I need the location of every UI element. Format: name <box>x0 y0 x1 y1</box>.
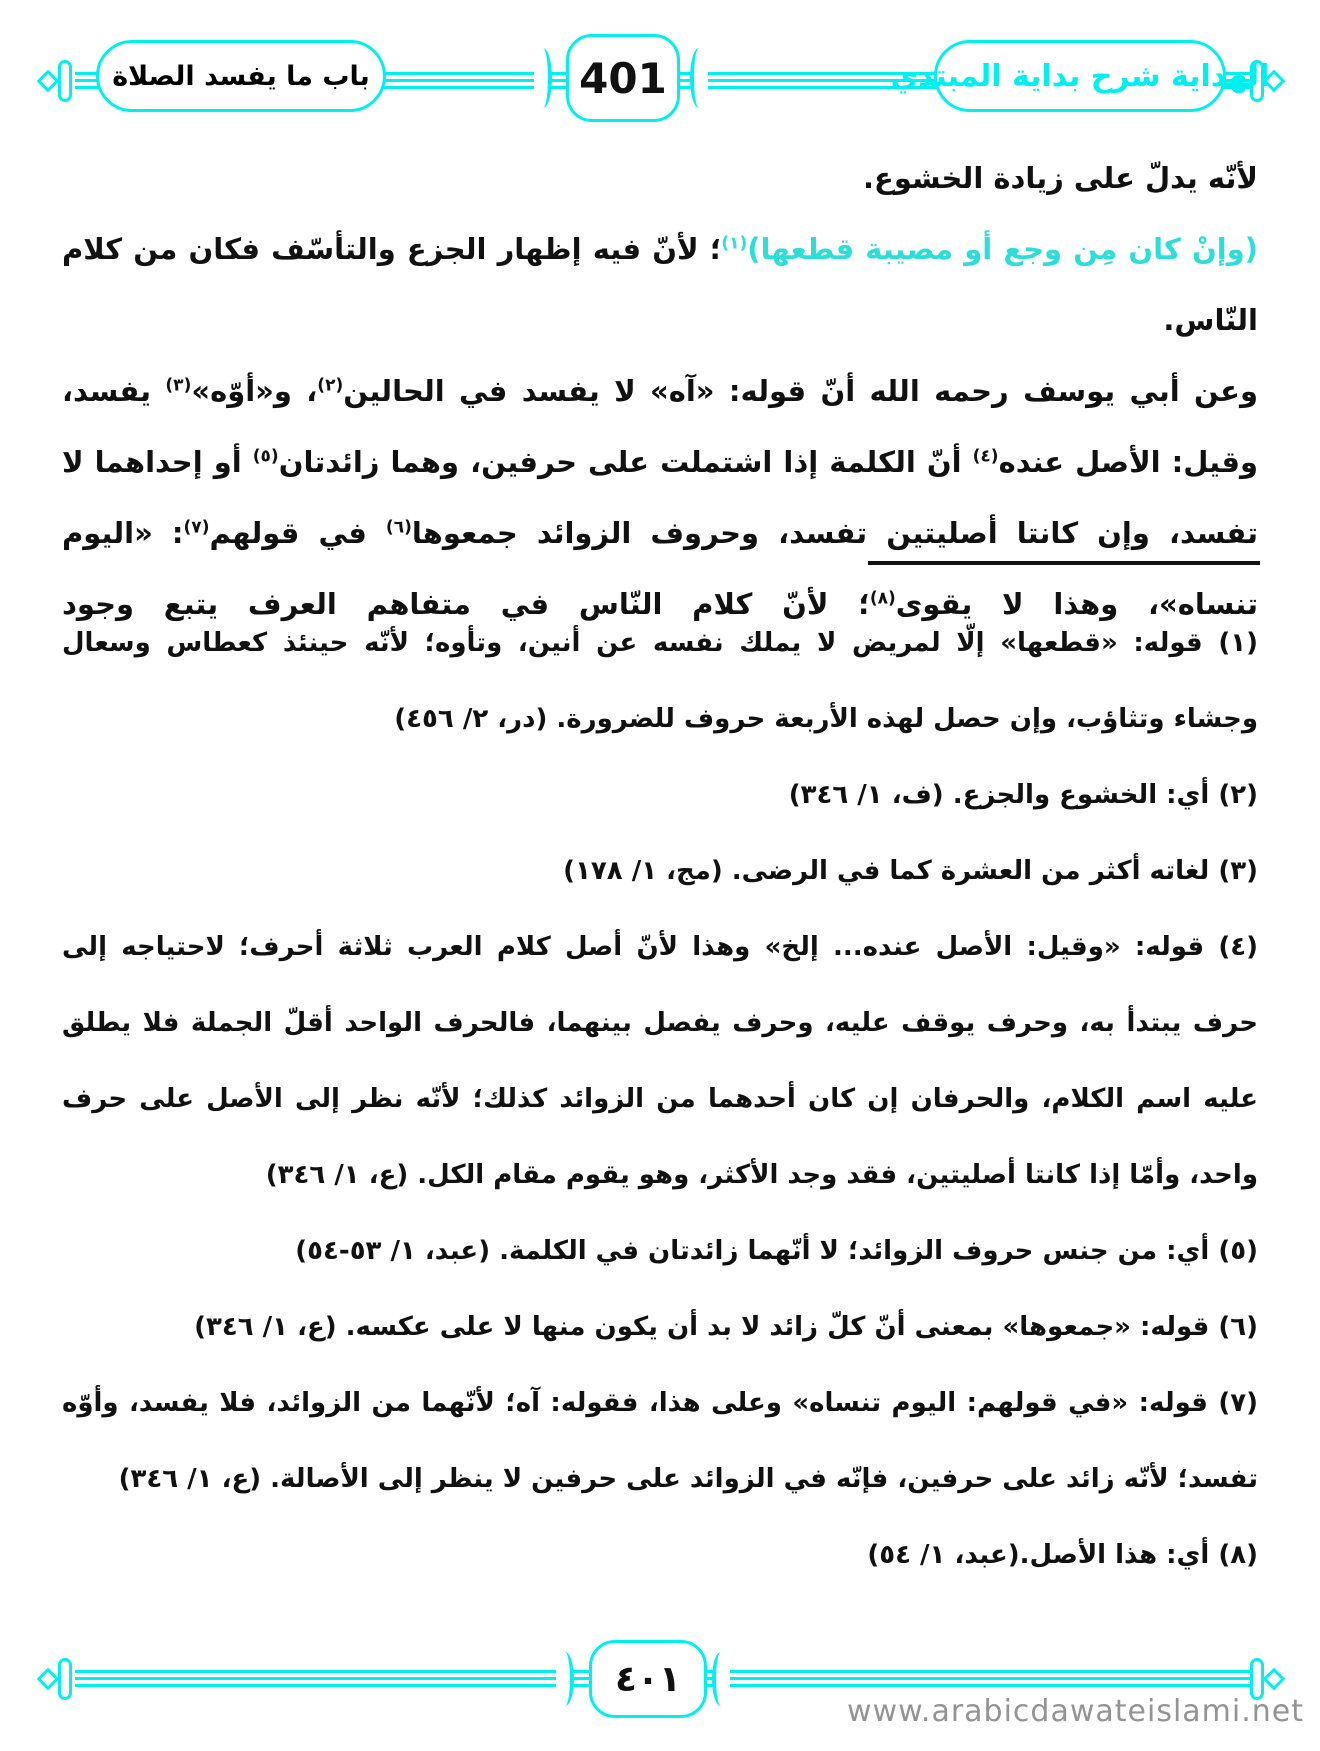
paragraph-commentary <box>62 356 1258 640</box>
footer-bracket-right-ornament <box>712 1652 730 1706</box>
book-title: الهداية شرح بداية المبتدي <box>890 58 1270 94</box>
footnote-ref-3: (٣) <box>165 375 192 396</box>
footnote-marker: (٤) <box>1204 932 1259 962</box>
text-run: وعن أبي يوسف رحمه الله أنّ قوله: «آه» لا يفسد في الحالين <box>343 374 1258 408</box>
footnote-4 <box>62 909 1258 1213</box>
watermark: www.arabicdawateislami.net <box>847 1694 1304 1729</box>
paragraph-matn <box>62 214 1258 356</box>
text-run: ، و«أوّه» <box>191 374 318 408</box>
footnote-marker: (٣) <box>1209 856 1258 886</box>
header-left-tip-ornament <box>37 70 60 93</box>
page-number: 401 <box>579 53 667 103</box>
text-run: ؛ لأنّ كلام النّاس في متفاهم العرف يتبع وجود <box>62 587 870 621</box>
footnote-marker: (٢) <box>1209 780 1258 810</box>
footnote-lead: قوله: «في قولهم: اليوم تنساه» <box>792 1388 1208 1418</box>
text-run: : «اليوم تنساه»، وهذا لا يقوى <box>62 516 1258 621</box>
footnote-7 <box>62 1365 1258 1517</box>
footer-left-endcap-ornament <box>58 1658 72 1700</box>
footnote-ref-6: (٦) <box>385 517 412 538</box>
footnote-separator <box>868 561 1260 565</box>
footnote-text: وهذا لأنّ أصل كلام العرب ثلاثة أحرف؛ لاحتياجه إلى حرف يبتدأ به، وحرف يوقف عليه، وحرف يفصل بينهما، فالحرف الواحد أقلّ الجملة فلا يطلق عليه اسم الكلام، والحرفان إن كان أحدهما من الزوائد كذلك؛ لأنّه نظر إلى الأصل على حرف واحد، وأمّا إذا كانتا أصليتين، فقد وجد الأكثر، وهو يقوم مقام الكل. (ع، ١/ ٣٤٦) <box>62 932 1258 1190</box>
header-left-endcap-ornament <box>58 60 72 102</box>
footnote-3 <box>62 833 1258 909</box>
page-number-badge <box>566 34 680 122</box>
footnote-8 <box>62 1517 1258 1593</box>
footnote-text: لغاته أكثر من العشرة كما في الرضى. (مج، ١/ ١٧٨) <box>563 856 1210 886</box>
text-run: أو إحداهما لا تفسد، وإن كانتا أصليتين تفسد، وحروف الزوائد جمعوها <box>62 445 1259 550</box>
footnote-marker: (٥) <box>1209 1236 1258 1266</box>
footnotes-section <box>62 605 1258 1593</box>
footnote-1 <box>62 605 1258 757</box>
footer-page-number: ٤٠١ <box>615 1658 681 1700</box>
footnote-2 <box>62 757 1258 833</box>
footer-page-number-badge <box>589 1640 707 1718</box>
text-run: في قولهم <box>209 516 386 550</box>
footnote-6 <box>62 1289 1258 1365</box>
footnote-lead: قوله: «وقيل: الأصل عنده... إلخ» <box>764 932 1205 962</box>
footnote-text: أي: هذا الأصل.(عبد، ١/ ٥٤) <box>867 1540 1210 1570</box>
footnote-5 <box>62 1213 1258 1289</box>
main-text <box>62 143 1258 640</box>
footnote-ref-1: (١) <box>721 233 748 254</box>
footnote-marker: (٧) <box>1207 1388 1259 1418</box>
footnote-marker: (٦) <box>1209 1312 1258 1342</box>
footnote-ref-5: (٥) <box>252 446 279 467</box>
footnote-text: وعلى هذا، فقوله: آه؛ لأنّهما من الزوائد، فلا يفسد، وأوّه تفسد؛ لأنّه زائد على حرفين، فإنّه في الزوائد على حرفين لا ينظر إلى الأصالة. (ع، ١/ ٣٤٦) <box>62 1388 1258 1494</box>
footnote-lead: قوله: «جمعوها» <box>1002 1312 1210 1342</box>
book-title-cartouche <box>890 40 1270 112</box>
footer-bracket-left-ornament <box>556 1652 574 1706</box>
page-number-bracket-right-ornament <box>690 48 708 108</box>
paragraph-continuation: لأنّه يدلّ على زيادة الخشوع. <box>863 161 1258 195</box>
footnote-text: أي: الخشوع والجزع. (ف، ١/ ٣٤٦) <box>788 780 1210 810</box>
footnote-lead: قوله: «قطعها» <box>1000 628 1203 658</box>
chapter-title-cartouche <box>96 40 386 112</box>
text-run: يفسد، وقيل: الأصل عنده <box>62 374 1258 479</box>
footnote-marker: (١) <box>1202 628 1258 658</box>
footnote-ref-8: (٨) <box>869 588 896 609</box>
chapter-title: باب ما يفسد الصلاة <box>112 60 370 92</box>
footnote-ref-4: (٤) <box>972 446 999 467</box>
footnote-text: إلّا لمريض لا يملك نفسه عن أنين، وتأوه؛ لأنّه حينئذ كعطاس وسعال وجشاء وتثاؤب، وإن حصل لهذه الأربعة حروف للضرورة. (در، ٢/ ٤٥٦) <box>62 628 1258 734</box>
footnote-text: بمعنى أنّ كلّ زائد لا بد أن يكون منها لا على عكسه. (ع، ١/ ٣٤٦) <box>194 1312 1003 1342</box>
text-run: أنّ الكلمة إذا اشتملت على حرفين، وهما زائدتان <box>278 445 973 479</box>
footnote-ref-7: (٧) <box>183 517 210 538</box>
page-number-bracket-left-ornament <box>534 48 552 108</box>
footnote-text: أي: من جنس حروف الزوائد؛ لا أنّهما زائدتان في الكلمة. (عبد، ١/ ٥٣-٥٤) <box>295 1236 1210 1266</box>
footer-right-tip-ornament <box>1263 1668 1286 1691</box>
footnote-marker: (٨) <box>1209 1540 1258 1570</box>
footer-left-tip-ornament <box>37 1668 60 1691</box>
footnote-ref-2: (٢) <box>317 375 344 396</box>
commentary-text: ؛ لأنّ فيه إظهار الجزع والتأسّف فكان من كلام النّاس. <box>62 232 1258 337</box>
matn-text: (وإنْ كان مِن وجع أو مصيبة قطعها) <box>747 232 1259 266</box>
